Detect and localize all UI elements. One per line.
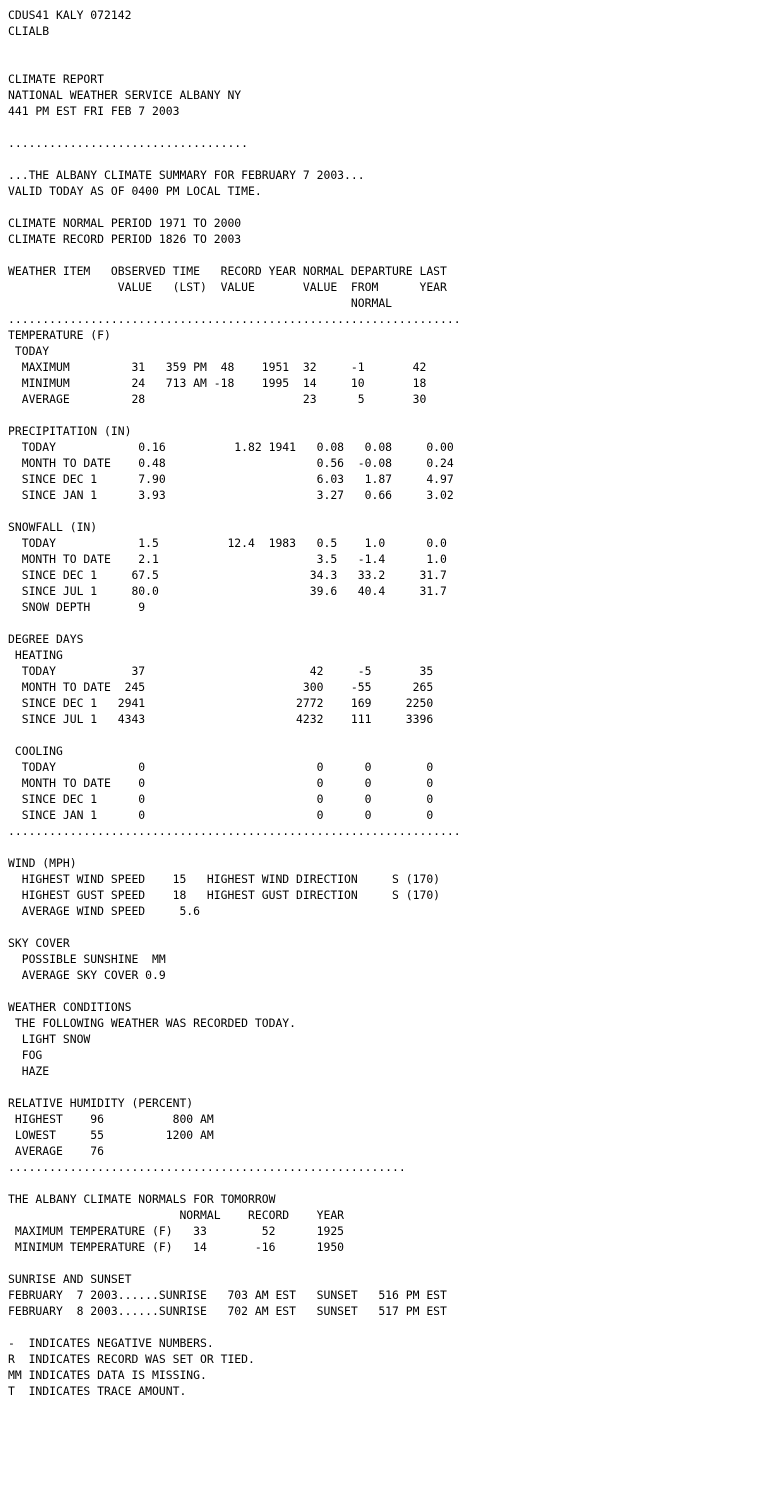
report-line: WIND (MPH): [8, 856, 77, 870]
report-line: AVERAGE SKY COVER 0.9: [8, 968, 166, 982]
report-line: HIGHEST 96 800 AM: [8, 1112, 214, 1126]
report-line: SINCE JAN 1 0 0 0 0: [8, 808, 434, 822]
report-line: [8, 151, 461, 167]
report-line: [8, 407, 461, 423]
report-line: ..................................................................: [8, 824, 461, 838]
report-line: LIGHT SNOW: [8, 1032, 91, 1046]
report-line: MINIMUM 24 713 AM -18 1995 14 10 18: [8, 376, 427, 390]
report-line: ...................................: [8, 136, 249, 150]
report-line: [8, 1319, 461, 1335]
report-line: MM INDICATES DATA IS MISSING.: [8, 1368, 207, 1382]
report-line: HEATING: [8, 648, 63, 662]
report-line: [8, 247, 461, 263]
report-line: [8, 119, 461, 135]
report-line: MAXIMUM TEMPERATURE (F) 33 52 1925: [8, 1224, 345, 1238]
report-line: R INDICATES RECORD WAS SET OR TIED.: [8, 1352, 255, 1366]
report-line: VALID TODAY AS OF 0400 PM LOCAL TIME.: [8, 184, 262, 198]
report-line: SINCE JUL 1 80.0 39.6 40.4 31.7: [8, 584, 447, 598]
report-line: THE ALBANY CLIMATE NORMALS FOR TOMORROW: [8, 1192, 276, 1206]
report-line: MONTH TO DATE 245 300 -55 265: [8, 680, 434, 694]
report-line: [8, 727, 461, 743]
report-line: VALUE (LST) VALUE VALUE FROM YEAR: [8, 280, 447, 294]
report-line: ..........................................................: [8, 1160, 406, 1174]
report-line: [8, 39, 461, 55]
report-line: TODAY 1.5 12.4 1983 0.5 1.0 0.0: [8, 536, 447, 550]
report-line: [8, 919, 461, 935]
report-line: TODAY 37 42 -5 35: [8, 664, 434, 678]
report-line: TODAY 0.16 1.82 1941 0.08 0.08 0.00: [8, 440, 454, 454]
report-line: POSSIBLE SUNSHINE MM: [8, 952, 166, 966]
report-line: DEGREE DAYS: [8, 632, 84, 646]
report-line: ...THE ALBANY CLIMATE SUMMARY FOR FEBRUARY 7 2003...: [8, 168, 365, 182]
report-line: NORMAL: [8, 296, 393, 310]
report-line: [8, 615, 461, 631]
report-line: ..................................................................: [8, 312, 461, 326]
report-line: CLIMATE NORMAL PERIOD 1971 TO 2000: [8, 216, 242, 230]
report-line: MONTH TO DATE 0.48 0.56 -0.08 0.24: [8, 456, 454, 470]
report-line: CLIMATE RECORD PERIOD 1826 TO 2003: [8, 232, 242, 246]
report-line: NORMAL RECORD YEAR: [8, 1208, 345, 1222]
report-line: AVERAGE 28 23 5 30: [8, 392, 427, 406]
report-line: TODAY 0 0 0 0: [8, 760, 434, 774]
report-line: [8, 199, 461, 215]
report-line: NATIONAL WEATHER SERVICE ALBANY NY: [8, 88, 242, 102]
report-line: SINCE JAN 1 3.93 3.27 0.66 3.02: [8, 488, 454, 502]
report-line: MINIMUM TEMPERATURE (F) 14 -16 1950: [8, 1240, 345, 1254]
report-line: TEMPERATURE (F): [8, 328, 111, 342]
report-line: CLIALB: [8, 24, 50, 38]
report-line: SINCE DEC 1 67.5 34.3 33.2 31.7: [8, 568, 447, 582]
report-line: SINCE DEC 1 2941 2772 169 2250: [8, 696, 434, 710]
report-line: [8, 55, 461, 71]
report-line: CDUS41 KALY 072142: [8, 8, 132, 22]
report-line: AVERAGE WIND SPEED 5.6: [8, 904, 201, 918]
report-line: HIGHEST GUST SPEED 18 HIGHEST GUST DIRECTION S (170): [8, 888, 441, 902]
report-line: WEATHER CONDITIONS: [8, 1000, 132, 1014]
report-line: COOLING: [8, 744, 63, 758]
report-line: WEATHER ITEM OBSERVED TIME RECORD YEAR NORMAL DEPARTURE LAST: [8, 264, 447, 278]
report-line: [8, 1175, 461, 1191]
report-line: SKY COVER: [8, 936, 70, 950]
report-line: FEBRUARY 8 2003......SUNRISE 702 AM EST SUNSET 517 PM EST: [8, 1304, 447, 1318]
report-line: AVERAGE 76: [8, 1144, 105, 1158]
report-line: HIGHEST WIND SPEED 15 HIGHEST WIND DIRECTION S (170): [8, 872, 441, 886]
report-line: SUNRISE AND SUNSET: [8, 1272, 132, 1286]
report-line: FOG: [8, 1048, 43, 1062]
report-line: HAZE: [8, 1064, 50, 1078]
report-line: T INDICATES TRACE AMOUNT.: [8, 1384, 187, 1398]
report-line: [8, 1079, 461, 1095]
report-line: MAXIMUM 31 359 PM 48 1951 32 -1 42: [8, 360, 427, 374]
report-line: SINCE DEC 1 7.90 6.03 1.87 4.97: [8, 472, 454, 486]
report-line: LOWEST 55 1200 AM: [8, 1128, 214, 1142]
climate-report-text: [8, 7, 461, 1399]
report-line: 441 PM EST FRI FEB 7 2003: [8, 104, 180, 118]
report-line: SNOW DEPTH 9: [8, 600, 146, 614]
report-line: MONTH TO DATE 0 0 0 0: [8, 776, 434, 790]
report-line: - INDICATES NEGATIVE NUMBERS.: [8, 1336, 214, 1350]
report-line: SINCE DEC 1 0 0 0 0: [8, 792, 434, 806]
report-line: [8, 1255, 461, 1271]
report-line: MONTH TO DATE 2.1 3.5 -1.4 1.0: [8, 552, 447, 566]
report-line: RELATIVE HUMIDITY (PERCENT): [8, 1096, 194, 1110]
report-line: [8, 503, 461, 519]
report-line: [8, 983, 461, 999]
report-line: FEBRUARY 7 2003......SUNRISE 703 AM EST SUNSET 516 PM EST: [8, 1288, 447, 1302]
report-line: [8, 839, 461, 855]
report-line: SNOWFALL (IN): [8, 520, 98, 534]
report-line: CLIMATE REPORT: [8, 72, 105, 86]
report-line: PRECIPITATION (IN): [8, 424, 132, 438]
report-line: TODAY: [8, 344, 50, 358]
report-line: THE FOLLOWING WEATHER WAS RECORDED TODAY.: [8, 1016, 297, 1030]
report-line: SINCE JUL 1 4343 4232 111 3396: [8, 712, 434, 726]
